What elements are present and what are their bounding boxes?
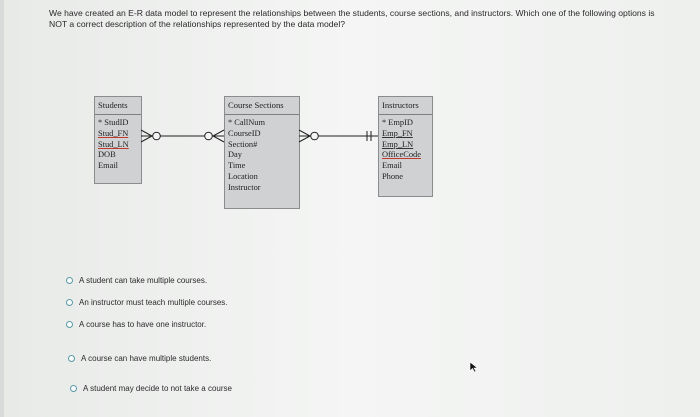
option-label: A course can have multiple students.: [81, 354, 212, 363]
entity-instructors-title: Instructors: [379, 97, 432, 115]
attr-location: Location: [228, 171, 258, 181]
attr-dob: DOB: [98, 150, 116, 160]
option-label: A course has to have one instructor.: [79, 320, 207, 329]
attr-empid: * EmpID: [382, 118, 413, 127]
attr-section: Section#: [228, 139, 258, 149]
attr-day: Day: [228, 150, 242, 160]
attr-stud-ln: Stud_LN: [98, 139, 129, 149]
radio-button[interactable]: [66, 299, 73, 306]
optional-circle-sections-right-icon: [311, 132, 319, 140]
attr-studid: * StudID: [98, 118, 129, 127]
attr-inst-email: Email: [382, 161, 403, 171]
attr-time: Time: [228, 161, 246, 171]
attr-courseid: CourseID: [228, 128, 261, 138]
radio-button[interactable]: [68, 355, 75, 362]
attr-emp-fn: Emp_FN: [382, 128, 413, 138]
option-1[interactable]: [66, 276, 207, 285]
option-3[interactable]: [66, 320, 206, 329]
attr-stud-fn: Stud_FN: [98, 128, 129, 138]
option-label: A student can take multiple courses.: [79, 276, 208, 285]
option-label: A student may decide to not take a course: [83, 384, 232, 393]
attr-emp-ln: Emp_LN: [382, 139, 414, 149]
radio-button[interactable]: [70, 385, 77, 392]
entity-sections-title: Course Sections: [225, 97, 299, 115]
mouse-cursor-icon: [469, 361, 479, 373]
radio-button[interactable]: [66, 277, 73, 284]
option-4[interactable]: [68, 354, 211, 363]
attr-phone: Phone: [382, 171, 403, 181]
attr-officecode: OfficeCode: [382, 150, 421, 160]
radio-button[interactable]: [66, 321, 73, 328]
attr-email: Email: [98, 161, 119, 171]
optional-circle-sections-icon: [205, 132, 213, 140]
entity-students-title: Students: [95, 97, 141, 115]
option-5[interactable]: [70, 384, 232, 393]
option-2[interactable]: [66, 298, 228, 307]
attr-instructor: Instructor: [228, 182, 261, 192]
question-text: We have created an E-R data model to represent the relationships between the students, course sections, and instructors. Which one of the following options is NOT a correct description of the relationships represented by the data model?: [49, 8, 655, 29]
option-label: An instructor must teach multiple courses.: [79, 298, 228, 307]
optional-circle-students-icon: [153, 132, 161, 140]
attr-callnum: * CallNum: [228, 118, 265, 127]
